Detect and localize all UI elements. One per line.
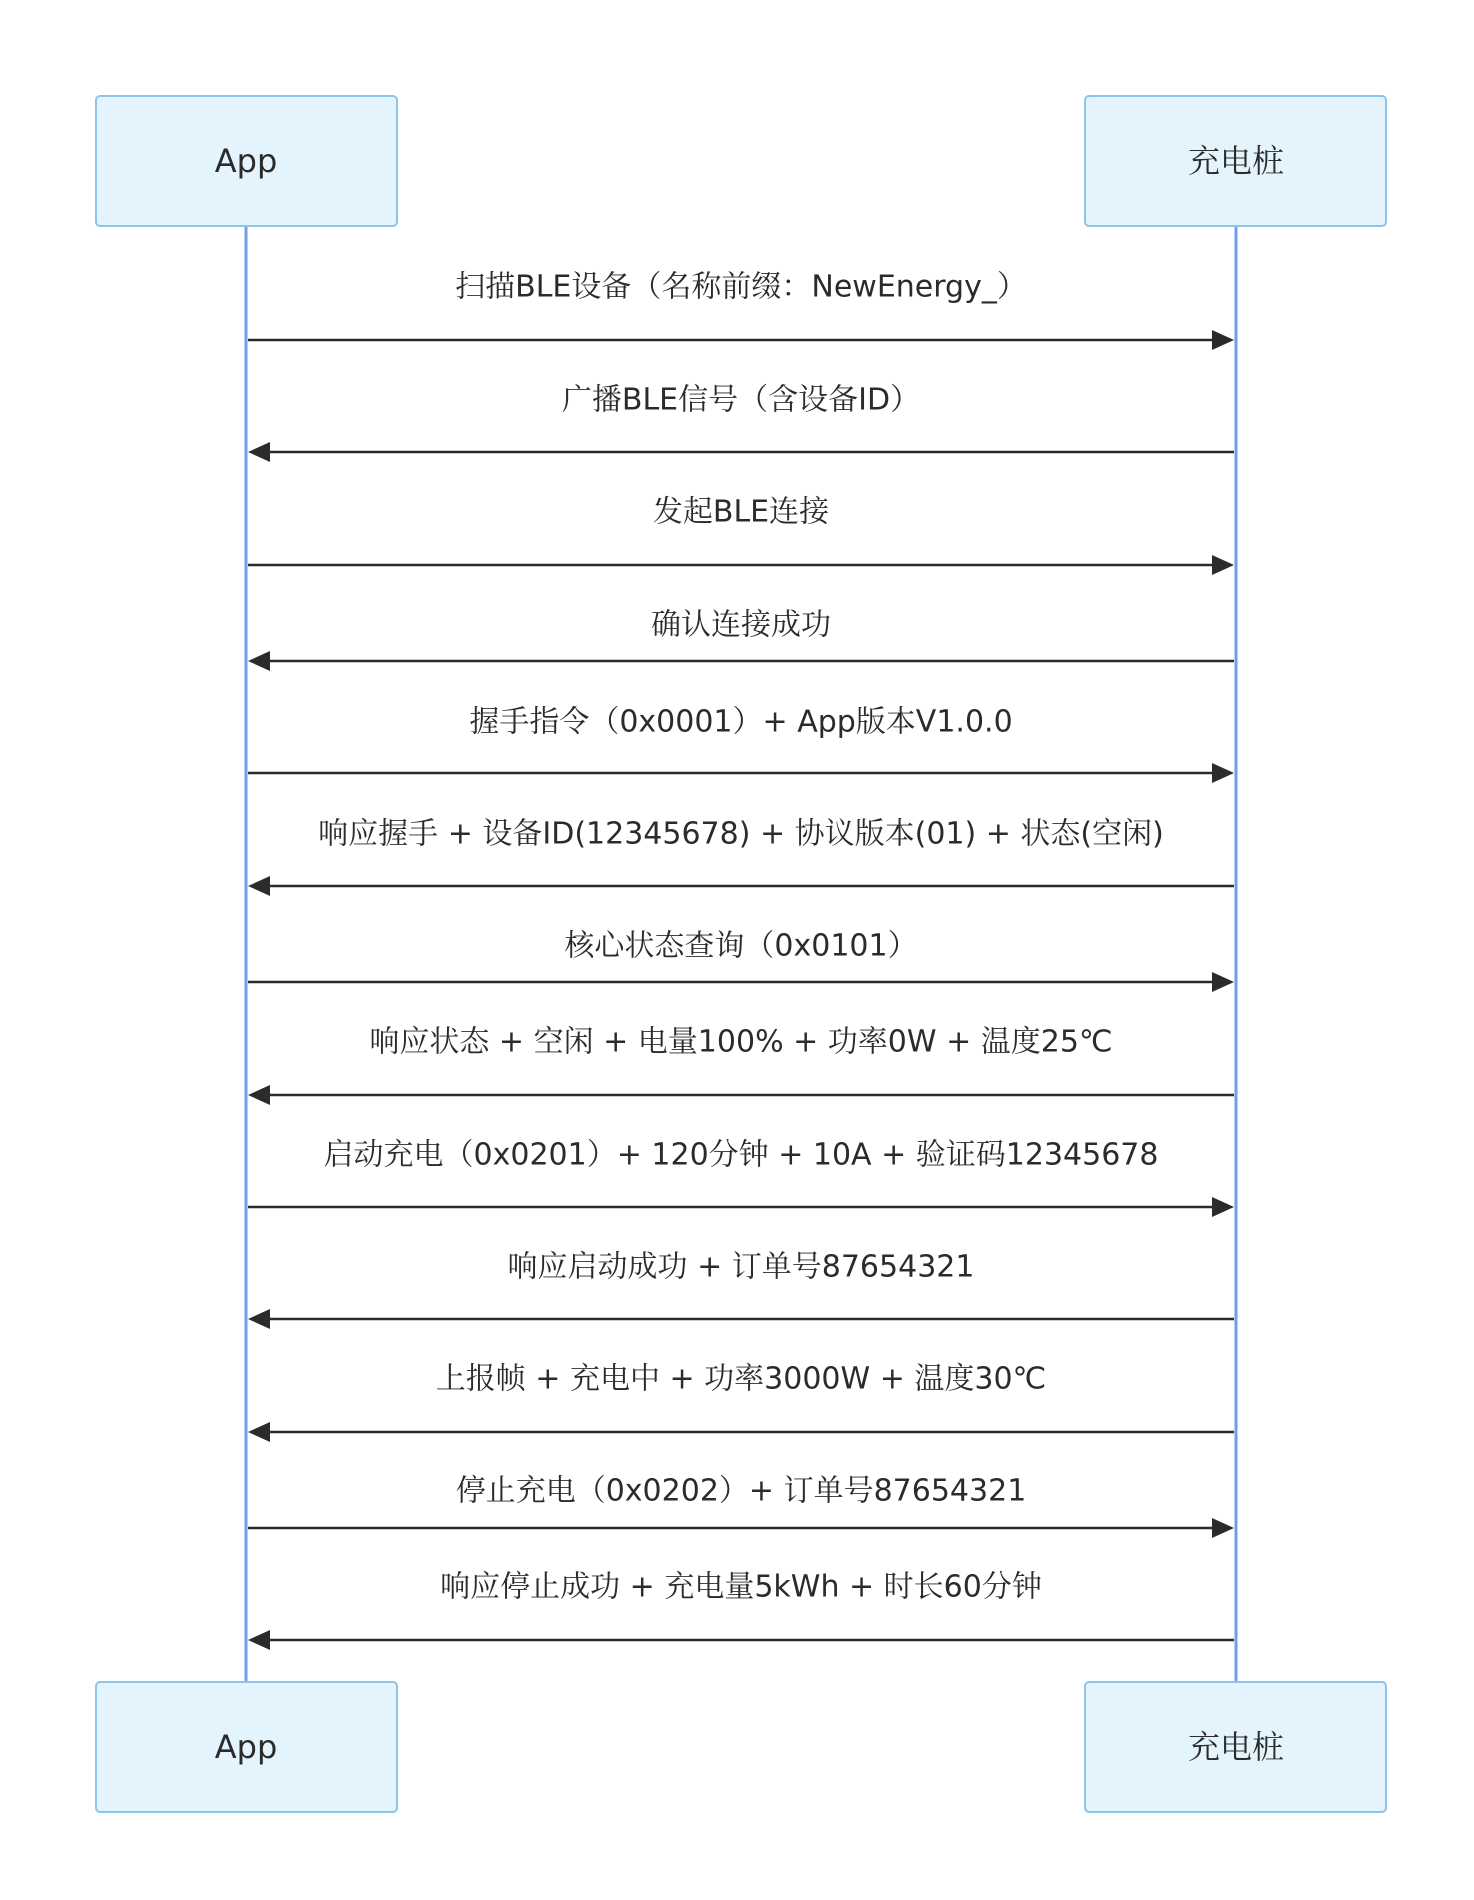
actor-app-bottom xyxy=(96,1682,397,1812)
message-list xyxy=(248,270,1234,1651)
actor-charger-bottom-label: 充电桩 xyxy=(1187,1728,1285,1766)
message-label: 发起BLE连接 xyxy=(652,494,830,530)
message-label: 响应状态 + 空闲 + 电量100% + 功率0W + 温度25℃ xyxy=(369,1024,1113,1060)
message-label: 广播BLE信号（含设备ID） xyxy=(561,382,921,418)
arrowhead-icon xyxy=(1212,555,1234,575)
message-label: 上报帧 + 充电中 + 功率3000W + 温度30℃ xyxy=(435,1361,1047,1397)
arrowhead-icon xyxy=(1212,972,1234,992)
arrowhead-icon xyxy=(1212,763,1234,783)
arrowhead-icon xyxy=(1212,1197,1234,1217)
message-label: 响应启动成功 + 订单号87654321 xyxy=(507,1249,975,1285)
arrowhead-icon xyxy=(248,1422,270,1442)
message-label: 扫描BLE设备（名称前缀：NewEnergy_） xyxy=(455,269,1027,305)
actor-charger-top-label: 充电桩 xyxy=(1187,142,1285,180)
actor-app-bottom-label: App xyxy=(214,1728,278,1766)
actor-app-top-label: App xyxy=(214,142,278,180)
message-label: 确认连接成功 xyxy=(651,607,831,643)
arrowhead-icon xyxy=(248,1309,270,1329)
message-label: 启动充电（0x0201）+ 120分钟 + 10A + 验证码12345678 xyxy=(323,1137,1159,1173)
arrowhead-icon xyxy=(248,651,270,671)
message-label: 停止充电（0x0202）+ 订单号87654321 xyxy=(455,1473,1027,1509)
arrowhead-icon xyxy=(248,876,270,896)
arrowhead-icon xyxy=(248,442,270,462)
message-label: 响应握手 + 设备ID(12345678) + 协议版本(01) + 状态(空闲) xyxy=(318,816,1164,852)
message-label: 核心状态查询（0x0101） xyxy=(564,928,918,964)
actor-charger-top xyxy=(1085,96,1386,226)
arrowhead-icon xyxy=(1212,1518,1234,1538)
message-label: 握手指令（0x0001）+ App版本V1.0.0 xyxy=(469,704,1013,740)
actor-charger-bottom xyxy=(1085,1682,1386,1812)
arrowhead-icon xyxy=(1212,330,1234,350)
actor-app-top xyxy=(96,96,397,226)
message-label: 响应停止成功 + 充电量5kWh + 时长60分钟 xyxy=(440,1569,1042,1605)
arrowhead-icon xyxy=(248,1085,270,1105)
arrowhead-icon xyxy=(248,1630,270,1650)
